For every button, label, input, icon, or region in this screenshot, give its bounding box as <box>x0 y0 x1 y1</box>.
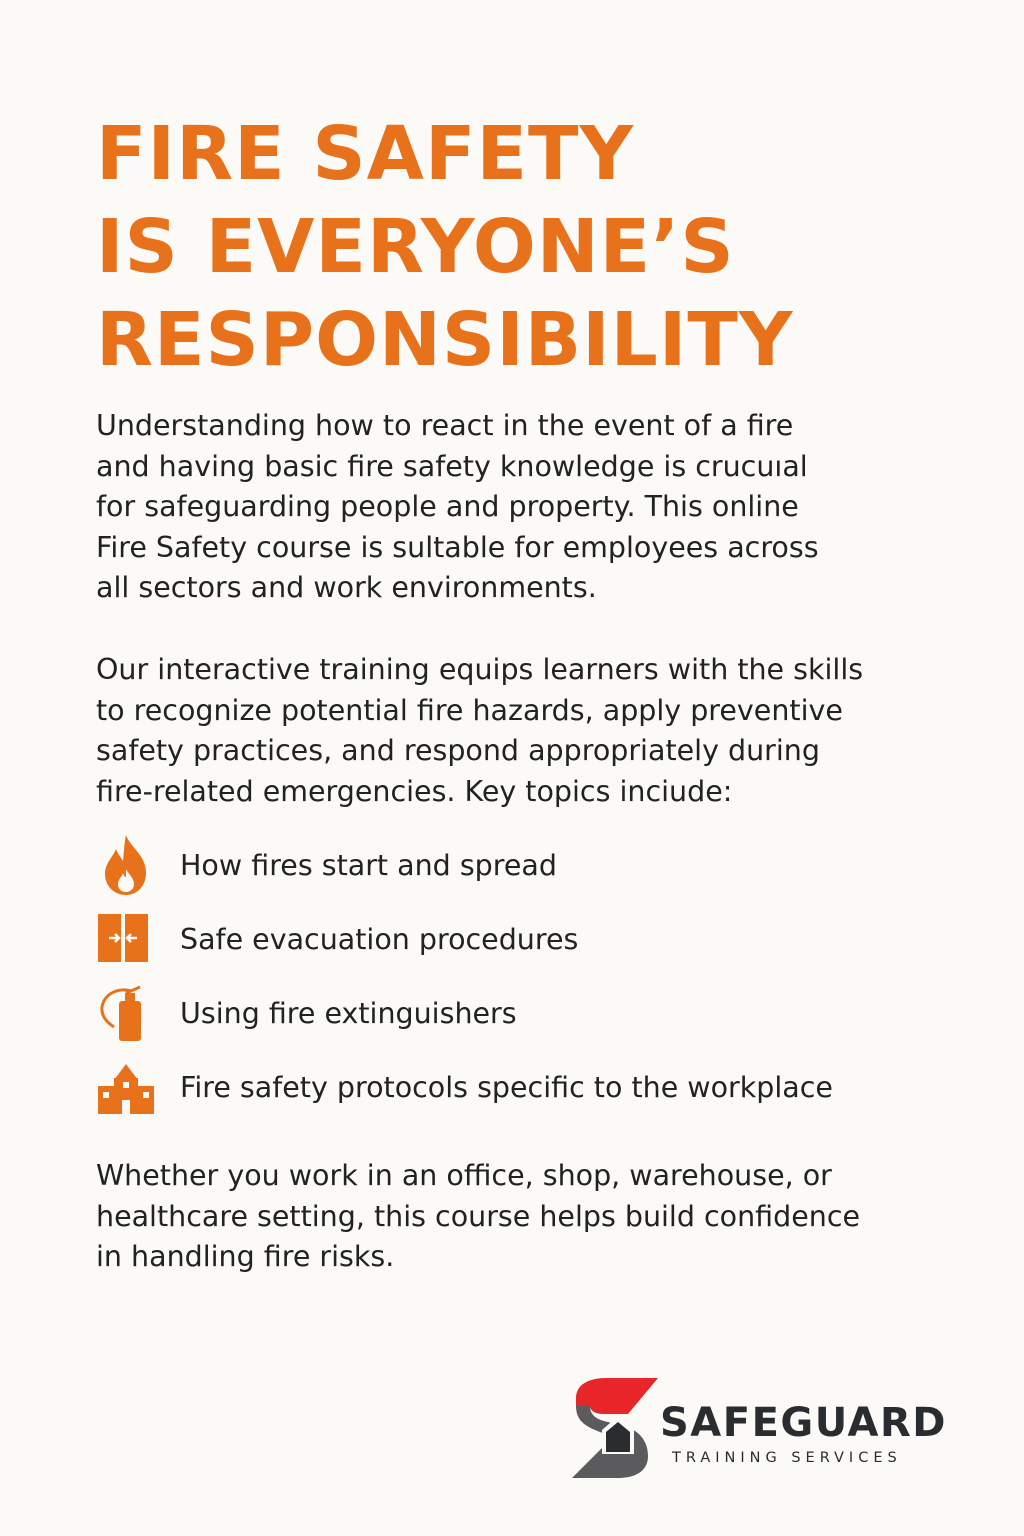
list-item <box>96 828 956 902</box>
title-line-2: IS EVERYONE’S <box>96 204 735 290</box>
closing-paragraph <box>96 1156 926 1278</box>
topic-label: How fires start and spread <box>180 848 557 882</box>
fire-extinguisher-icon <box>96 981 180 1045</box>
intro-line: Understanding how to react in the event of a fire <box>96 409 794 442</box>
closing-line: in handling fire risks. <box>96 1240 395 1273</box>
title-line-3: RESPONSIBILITY <box>96 297 794 383</box>
logo-name: SAFEGUARD <box>660 1400 947 1446</box>
intro-line: all sectors and work environments. <box>96 571 597 604</box>
training-line: Our interactive training equips learners with the skills <box>96 653 864 686</box>
training-paragraph <box>96 650 926 812</box>
intro-line: Fire Safety course is sultable for employees across <box>96 530 819 564</box>
training-line: safety practices, and respond appropriately during <box>96 734 820 767</box>
safeguard-logo-mark-icon <box>568 1376 668 1480</box>
list-item <box>96 1050 956 1124</box>
intro-line: and having basic fire safety knowledge is crucuıal <box>96 449 808 483</box>
topic-label: Fire safety protocols specific to the workplace <box>180 1070 833 1104</box>
topic-label: Safe evacuation procedures <box>180 922 579 956</box>
key-topics-list <box>96 828 956 1124</box>
workplace-building-icon <box>96 1055 180 1119</box>
list-item <box>96 976 956 1050</box>
page-title <box>96 108 956 387</box>
evacuation-door-icon <box>96 907 180 971</box>
closing-line: Whether you work in an office, shop, warehouse, or <box>96 1159 832 1192</box>
title-line-1: FIRE SAFETY <box>96 111 635 197</box>
training-line: to recognize potential fire hazards, apply preventive <box>96 693 843 727</box>
intro-line: for safeguarding people and property. This online <box>96 490 799 523</box>
closing-line: healthcare setting, this course helps build confidence <box>96 1199 861 1233</box>
training-line: fire-related emergencies. Key topics inciude: <box>96 774 733 808</box>
flame-icon <box>96 833 180 897</box>
logo-tagline: TRAINING SERVICES <box>672 1450 902 1466</box>
topic-label: Using fire extinguishers <box>180 996 517 1030</box>
safeguard-logo <box>568 1376 948 1480</box>
intro-paragraph <box>96 406 926 609</box>
list-item <box>96 902 956 976</box>
